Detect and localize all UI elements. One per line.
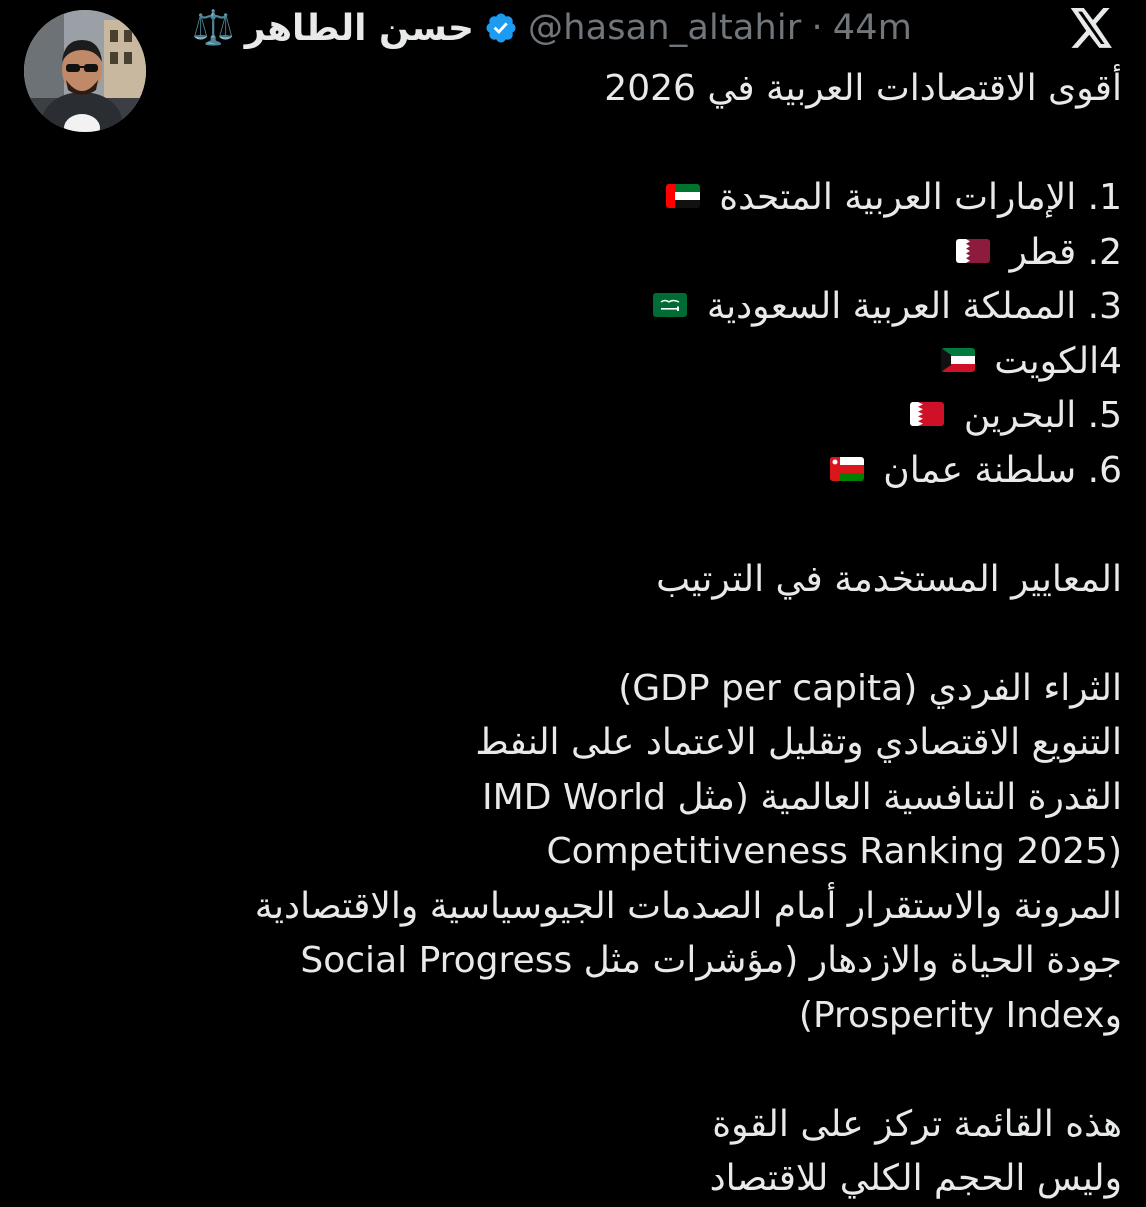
criteria-line: الثراء الفردي (GDP per capita) bbox=[618, 667, 1122, 709]
author-display-name[interactable]: حسن الطاهر bbox=[244, 7, 474, 49]
ranking-text: 6. سلطنة عمان bbox=[883, 449, 1122, 491]
ranking-item-5 bbox=[120, 389, 1122, 444]
scales-emoji: ⚖️ bbox=[192, 8, 235, 48]
closing-line: هذه القائمة تركز على القوة bbox=[712, 1103, 1122, 1145]
ranking-text: 4الكويت bbox=[994, 340, 1122, 382]
criteria-line: التنويع الاقتصادي وتقليل الاعتماد على النفط bbox=[475, 722, 1122, 763]
closing-line: وليس الحجم الكلي للاقتصاد bbox=[709, 1158, 1122, 1199]
post-timestamp[interactable]: 44m bbox=[832, 8, 912, 48]
qatar-flag-icon bbox=[956, 239, 990, 263]
x-logo-icon[interactable] bbox=[1068, 4, 1116, 52]
criteria-line: القدرة التنافسية العالمية (مثل IMD World bbox=[482, 776, 1122, 818]
blank-line bbox=[120, 117, 1122, 172]
ranking-item-3 bbox=[120, 280, 1122, 335]
post-body bbox=[120, 62, 1122, 1207]
kuwait-flag-icon bbox=[941, 348, 975, 372]
ranking-text: 3. المملكة العربية السعودية bbox=[706, 286, 1122, 327]
criteria-line: المرونة والاستقرار أمام الصدمات الجيوسياسية والاقتصادية bbox=[254, 885, 1122, 927]
bahrain-flag-icon bbox=[910, 402, 944, 426]
meta-separator: · bbox=[811, 8, 823, 48]
oman-flag-icon bbox=[830, 457, 864, 481]
ranking-item-6 bbox=[120, 444, 1122, 499]
criteria-line: جودة الحياة والازدهار (مؤشرات مثل Social Progress bbox=[300, 940, 1122, 981]
criteria-heading: المعايير المستخدمة في الترتيب bbox=[656, 558, 1122, 600]
blank-line bbox=[120, 498, 1122, 553]
blank-line bbox=[120, 607, 1122, 662]
ranking-item-1 bbox=[120, 171, 1122, 226]
verified-badge-icon[interactable] bbox=[484, 11, 518, 45]
criteria-line: وProsperity Index) bbox=[798, 994, 1122, 1036]
blank-line bbox=[120, 1043, 1122, 1098]
ranking-item-2 bbox=[120, 226, 1122, 281]
author-handle[interactable]: @hasan_altahir bbox=[528, 8, 802, 48]
ranking-item-4 bbox=[120, 335, 1122, 390]
saudi-flag-icon bbox=[653, 293, 687, 317]
ranking-text: 1. الإمارات العربية المتحدة bbox=[719, 177, 1122, 218]
uae-flag-icon bbox=[666, 184, 700, 208]
ranking-text: 2. قطر bbox=[1009, 231, 1122, 273]
ranking-text: 5. البحرين bbox=[963, 395, 1122, 436]
post-title: أقوى الاقتصادات العربية في 2026 bbox=[604, 68, 1122, 109]
criteria-line: Competitiveness Ranking 2025) bbox=[546, 831, 1122, 872]
post-header bbox=[192, 4, 912, 52]
